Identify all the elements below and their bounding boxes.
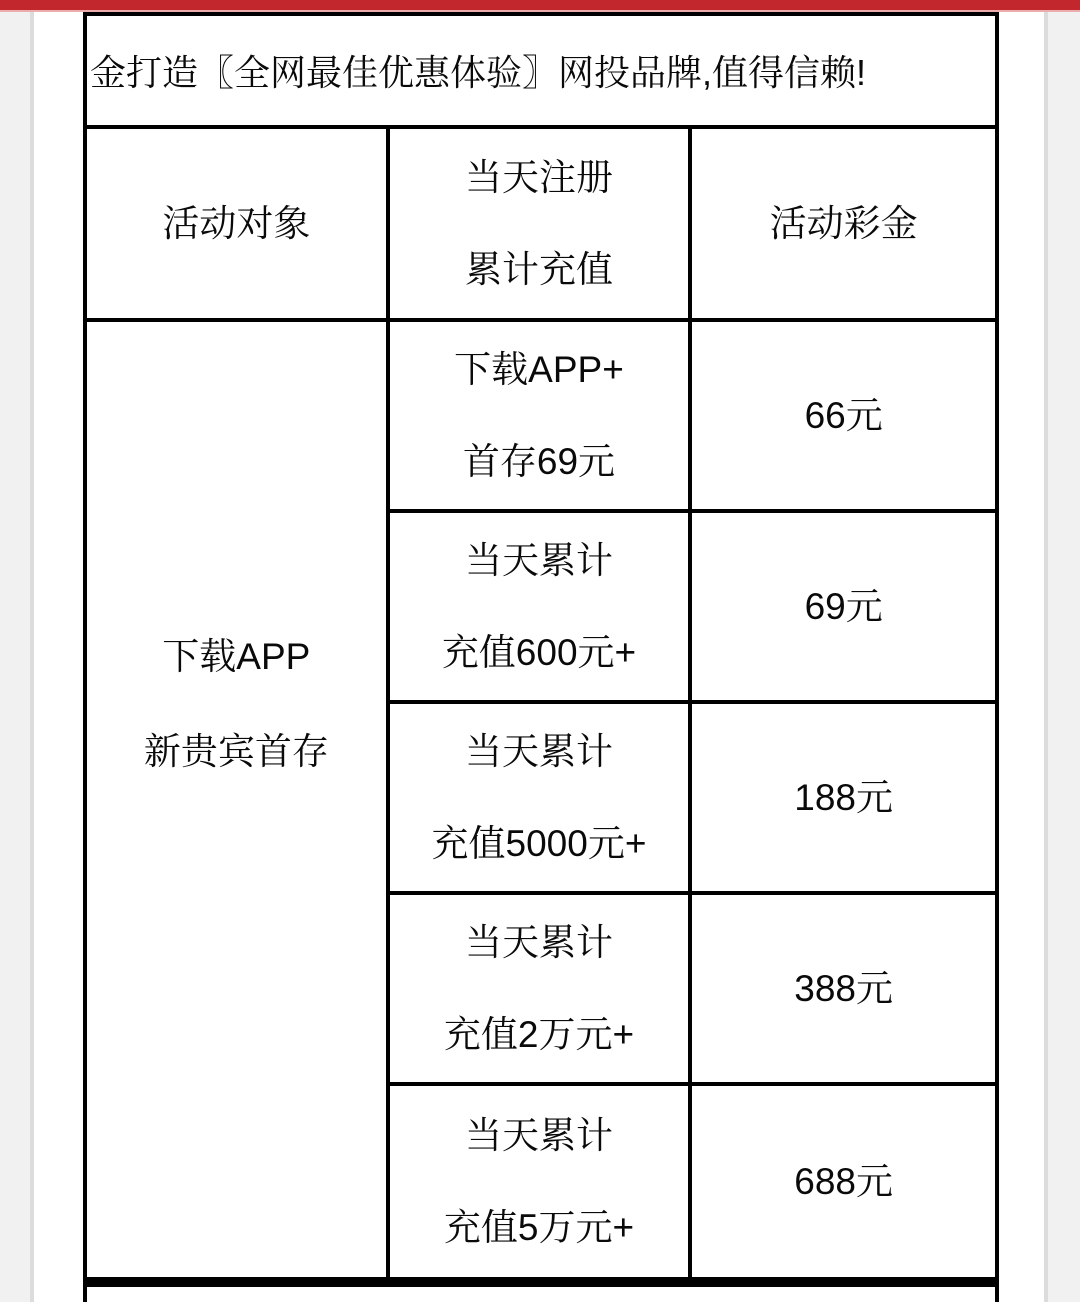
header-bonus — [692, 129, 995, 322]
condition-line2: 充值5万元+ — [443, 1206, 635, 1248]
condition-line1: 当天累计 — [464, 730, 613, 772]
promo-grid — [83, 129, 999, 1281]
top-red-bar — [0, 0, 1080, 12]
condition-cell — [390, 704, 693, 895]
bonus-cell — [692, 895, 995, 1086]
promo-table — [83, 12, 999, 1302]
header-deposit-condition-line1: 当天注册 — [464, 156, 613, 198]
activity-target-line2: 新贵宾首存 — [143, 730, 329, 772]
bonus-cell — [692, 322, 995, 513]
bonus-value: 188元 — [794, 776, 894, 818]
left-page-margin — [0, 12, 34, 1302]
condition-line2: 充值2万元+ — [443, 1013, 635, 1055]
activity-target-line1: 下载APP — [162, 635, 311, 677]
condition-line2: 首存69元 — [462, 440, 616, 482]
condition-line1: 下载APP+ — [454, 348, 624, 390]
next-section-partial — [83, 1287, 999, 1302]
condition-cell — [390, 895, 693, 1086]
header-bonus-label: 活动彩金 — [769, 202, 918, 244]
bonus-value: 69元 — [804, 585, 883, 627]
header-activity-target-label: 活动对象 — [162, 202, 311, 244]
bonus-value: 388元 — [794, 967, 894, 1009]
condition-line1: 当天累计 — [464, 539, 613, 581]
condition-cell — [390, 1086, 693, 1277]
condition-line1: 当天累计 — [464, 1114, 613, 1156]
condition-line2: 充值600元+ — [441, 631, 637, 673]
header-deposit-condition-line2: 累计充值 — [464, 248, 613, 290]
bonus-value: 66元 — [804, 394, 883, 436]
activity-target-cell — [87, 322, 390, 1277]
condition-cell — [390, 322, 693, 513]
condition-line2: 充值5000元+ — [431, 822, 647, 864]
header-activity-target — [87, 129, 390, 322]
bonus-value: 688元 — [794, 1160, 894, 1202]
promo-banner-text: 金打造〖全网最佳优惠体验〗网投品牌,值得信赖! — [83, 12, 999, 129]
bonus-cell — [692, 704, 995, 895]
header-deposit-condition — [390, 129, 693, 322]
bonus-cell — [692, 1086, 995, 1277]
condition-cell — [390, 513, 693, 704]
condition-line1: 当天累计 — [464, 921, 613, 963]
bonus-cell — [692, 513, 995, 704]
right-page-margin — [1044, 12, 1080, 1302]
